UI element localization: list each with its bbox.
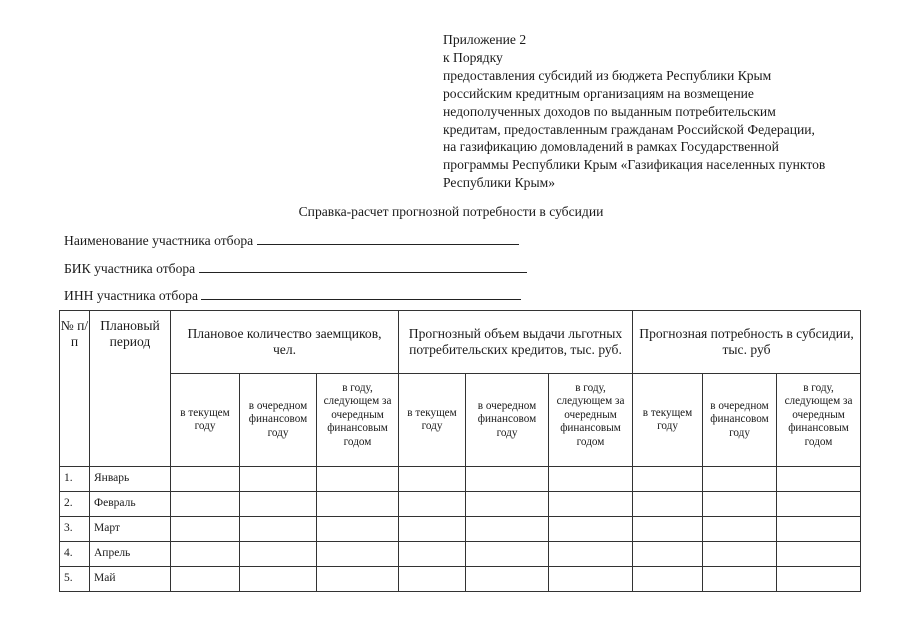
subheader-year-after-next: в году, следующем за очередным финансовым годом	[549, 374, 633, 467]
header-group-subsidy-need: Прогнозная потребность в субсидии, тыс. руб	[633, 311, 861, 374]
data-cell[interactable]	[240, 467, 317, 492]
row-period: Февраль	[90, 492, 171, 517]
subheader-next-year: в очередном финансовом году	[703, 374, 777, 467]
row-number: 5.	[60, 567, 90, 592]
subheader-current-year: в текущем году	[399, 374, 466, 467]
data-cell[interactable]	[466, 567, 549, 592]
data-cell[interactable]	[703, 492, 777, 517]
data-cell[interactable]	[633, 542, 703, 567]
inn-blank-line[interactable]	[201, 287, 521, 300]
participant-name-label: Наименование участника отбора	[64, 233, 254, 248]
appendix-line: Республики Крым»	[443, 175, 555, 191]
data-cell[interactable]	[171, 567, 240, 592]
data-cell[interactable]	[703, 542, 777, 567]
row-number: 2.	[60, 492, 90, 517]
row-number: 1.	[60, 467, 90, 492]
document-title: Справка-расчет прогнозной потребности в субсидии	[298, 204, 604, 219]
bik-field	[64, 260, 527, 277]
data-cell[interactable]	[703, 517, 777, 542]
subsidy-forecast-table	[59, 310, 861, 592]
header-number: № п/п	[60, 311, 90, 467]
table-row	[60, 567, 861, 592]
subheader-current-year: в текущем году	[633, 374, 703, 467]
bik-label: БИК участника отбора	[64, 261, 196, 276]
table-row	[60, 517, 861, 542]
data-cell[interactable]	[399, 542, 466, 567]
subheader-year-after-next: в году, следующем за очередным финансовым годом	[317, 374, 399, 467]
row-number: 4.	[60, 542, 90, 567]
table-row	[60, 542, 861, 567]
row-period: Май	[90, 567, 171, 592]
data-cell[interactable]	[633, 567, 703, 592]
data-cell[interactable]	[549, 517, 633, 542]
data-cell[interactable]	[633, 517, 703, 542]
data-cell[interactable]	[466, 467, 549, 492]
data-cell[interactable]	[633, 467, 703, 492]
data-cell[interactable]	[549, 567, 633, 592]
row-period: Январь	[90, 467, 171, 492]
data-cell[interactable]	[633, 492, 703, 517]
data-cell[interactable]	[171, 542, 240, 567]
data-cell[interactable]	[399, 492, 466, 517]
data-cell[interactable]	[777, 517, 861, 542]
participant-name-field	[64, 232, 519, 249]
appendix-line: недополученных доходов по выданным потребительским	[443, 103, 776, 119]
appendix-line: на газификацию домовладений в рамках Государственной	[443, 139, 779, 155]
data-cell[interactable]	[549, 467, 633, 492]
data-cell[interactable]	[171, 492, 240, 517]
inn-label: ИНН участника отбора	[64, 288, 198, 303]
data-cell[interactable]	[240, 492, 317, 517]
header-group-borrowers: Плановое количество заемщиков, чел.	[171, 311, 399, 374]
data-cell[interactable]	[399, 517, 466, 542]
data-cell[interactable]	[317, 542, 399, 567]
subheader-year-after-next: в году, следующем за очередным финансовым годом	[777, 374, 861, 467]
appendix-line: предоставления субсидий из бюджета Республики Крым	[443, 67, 772, 83]
data-cell[interactable]	[399, 567, 466, 592]
subheader-next-year: в очередном финансовом году	[466, 374, 549, 467]
appendix-line: кредитам, предоставленным гражданам Российской Федерации,	[443, 121, 815, 137]
appendix-line: к Порядку	[443, 49, 503, 65]
table-row	[60, 492, 861, 517]
data-cell[interactable]	[777, 467, 861, 492]
data-cell[interactable]	[466, 542, 549, 567]
row-period: Апрель	[90, 542, 171, 567]
data-cell[interactable]	[549, 542, 633, 567]
data-cell[interactable]	[317, 492, 399, 517]
header-group-loan-volume: Прогнозный объем выдачи льготных потребительских кредитов, тыс. руб.	[399, 311, 633, 374]
data-cell[interactable]	[466, 492, 549, 517]
appendix-line: российским кредитным организациям на возмещение	[443, 85, 754, 101]
data-cell[interactable]	[317, 517, 399, 542]
participant-name-blank-line[interactable]	[257, 232, 519, 245]
data-cell[interactable]	[240, 542, 317, 567]
data-cell[interactable]	[777, 567, 861, 592]
data-cell[interactable]	[399, 467, 466, 492]
data-cell[interactable]	[240, 567, 317, 592]
data-cell[interactable]	[171, 467, 240, 492]
bik-blank-line[interactable]	[199, 260, 527, 273]
data-cell[interactable]	[317, 467, 399, 492]
appendix-line: Приложение 2	[443, 32, 527, 47]
row-number: 3.	[60, 517, 90, 542]
appendix-line: программы Республики Крым «Газификация населенных пунктов	[443, 157, 826, 173]
table-row	[60, 467, 861, 492]
appendix-header	[443, 31, 893, 192]
subheader-current-year: в текущем году	[171, 374, 240, 467]
data-cell[interactable]	[703, 467, 777, 492]
row-period: Март	[90, 517, 171, 542]
data-cell[interactable]	[549, 492, 633, 517]
data-cell[interactable]	[171, 517, 240, 542]
inn-field	[64, 287, 521, 304]
data-cell[interactable]	[466, 517, 549, 542]
data-cell[interactable]	[777, 492, 861, 517]
data-cell[interactable]	[317, 567, 399, 592]
subheader-next-year: в очередном финансовом году	[240, 374, 317, 467]
header-period: Плановый период	[90, 311, 171, 467]
data-cell[interactable]	[777, 542, 861, 567]
data-cell[interactable]	[703, 567, 777, 592]
data-cell[interactable]	[240, 517, 317, 542]
